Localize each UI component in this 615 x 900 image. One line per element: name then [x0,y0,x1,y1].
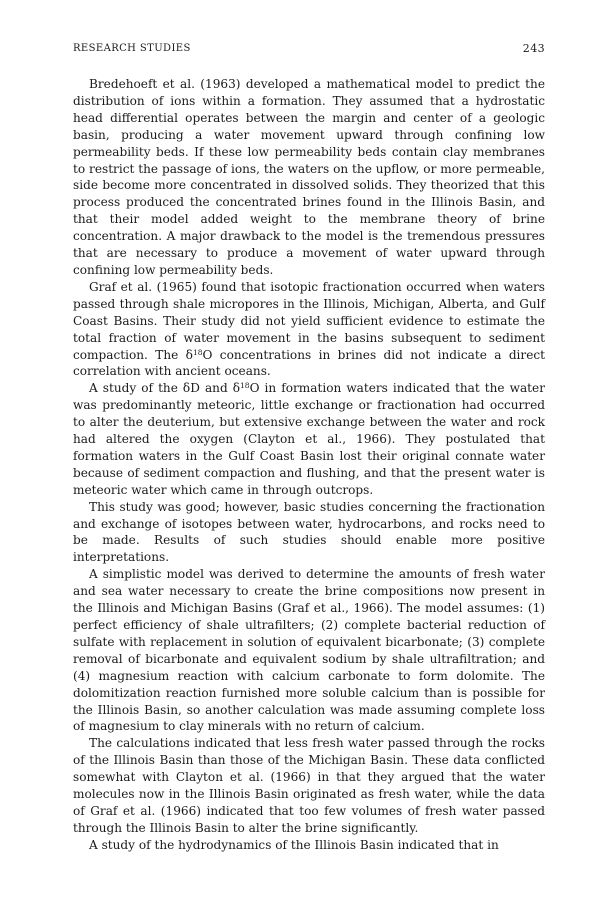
isotope-superscript: 18 [240,381,250,391]
running-head [73,42,545,56]
paragraph-hydrodynamics: A study of the hydrodynamics of the Illinois Basin indicated that in [89,837,499,852]
paragraph-graf-1965: Graf et al. (1965) found that isotopic fractionation occurred when waters passed through shale micropores in the Illinois, Michigan, Alberta, and Gulf Coast Basins. Their study did not yield sufficient evidence to estimate the total fraction of water movement in the basins subsequent to sediment compaction. The $\delta^{18}O$ concentrations in brines did not indicate a direct correlation with ancient oceans. [73,279,545,379]
page-number: 243 [522,42,545,55]
paragraph-calculations: The calculations indicated that less fresh water passed through the rocks of the Illinois Basin than those of the Michigan Basin. These data conflicted somewhat with Clayton et al. (1966) in that they argued that the water molecules now in the Illinois Basin originated as fresh water, while the data of Graf et al. (1966) indicated that too few volumes of fresh water passed through the Illinois Basin to alter the brine significantly. [73,736,545,835]
paragraph-bredehoeft-model: Bredehoeft et al. (1963) developed a mathematical model to predict the distribution of ions within a formation. They assumed that a hydrostatic head differential operates between the margin and center of a geologic basin, producing a water movement upward through confining low permeability beds. If these low permeability beds contain clay membranes to restrict the passage of ions, the waters on the upflow, or more permeable, side become more concentrated in dissolved solids. They theorized that this process produced the concentrated brines found in the Illinois Basin, and that their model added weight to the membrane theory of brine concentration. A major drawback to the model is the tremendous pressures that are necessary to produce a movement of water upward through confining low permeability beds. [73,77,545,277]
section-title: RESEARCH STUDIES [73,43,191,54]
isotope-superscript: 18 [192,347,203,357]
paragraph-clayton-isotopes: A study of the δD and $\delta^{18}O$ in formation waters indicated that the water was predominantly meteoric, little exchange or fractionation had occurred to alter the deuterium, but extensive exchange between the water and rock had altered the oxygen (Clayton et al., 1966). They postulated that formation waters in the Gulf Coast Basin lost their original connate water because of sediment compaction and flushing, and that the present water is meteoric water which came in through outcrops. [73,381,545,497]
paragraph-simplistic-model: A simplistic model was derived to determine the amounts of fresh water and sea water necessary to create the brine compositions now present in the Illinois and Michigan Basins (Graf et al., 1966). The model assumes: (1) perfect efficiency of shale ultrafilters; (2) complete bacterial reduction of sulfate with replacement in solution of equivalent bicarbonate; (3) complete removal of bicarbonate and equivalent sodium by shale ultrafiltration; and (4) magnesium reaction with calcium carbonate to form dolomite. The dolomitization reaction furnished more soluble calcium than is possible for the Illinois Basin, so another calculation was made assuming complete loss of magnesium to clay minerals with no return of calcium. [73,567,545,734]
body-text [73,76,545,854]
paragraph-study-assessment: This study was good; however, basic studies concerning the fractionation and exchange of isotopes between water, hydrocarbons, and rocks need to be made. Results of such studies should enable more positive interpretations. [73,499,545,565]
document-page [73,42,545,854]
